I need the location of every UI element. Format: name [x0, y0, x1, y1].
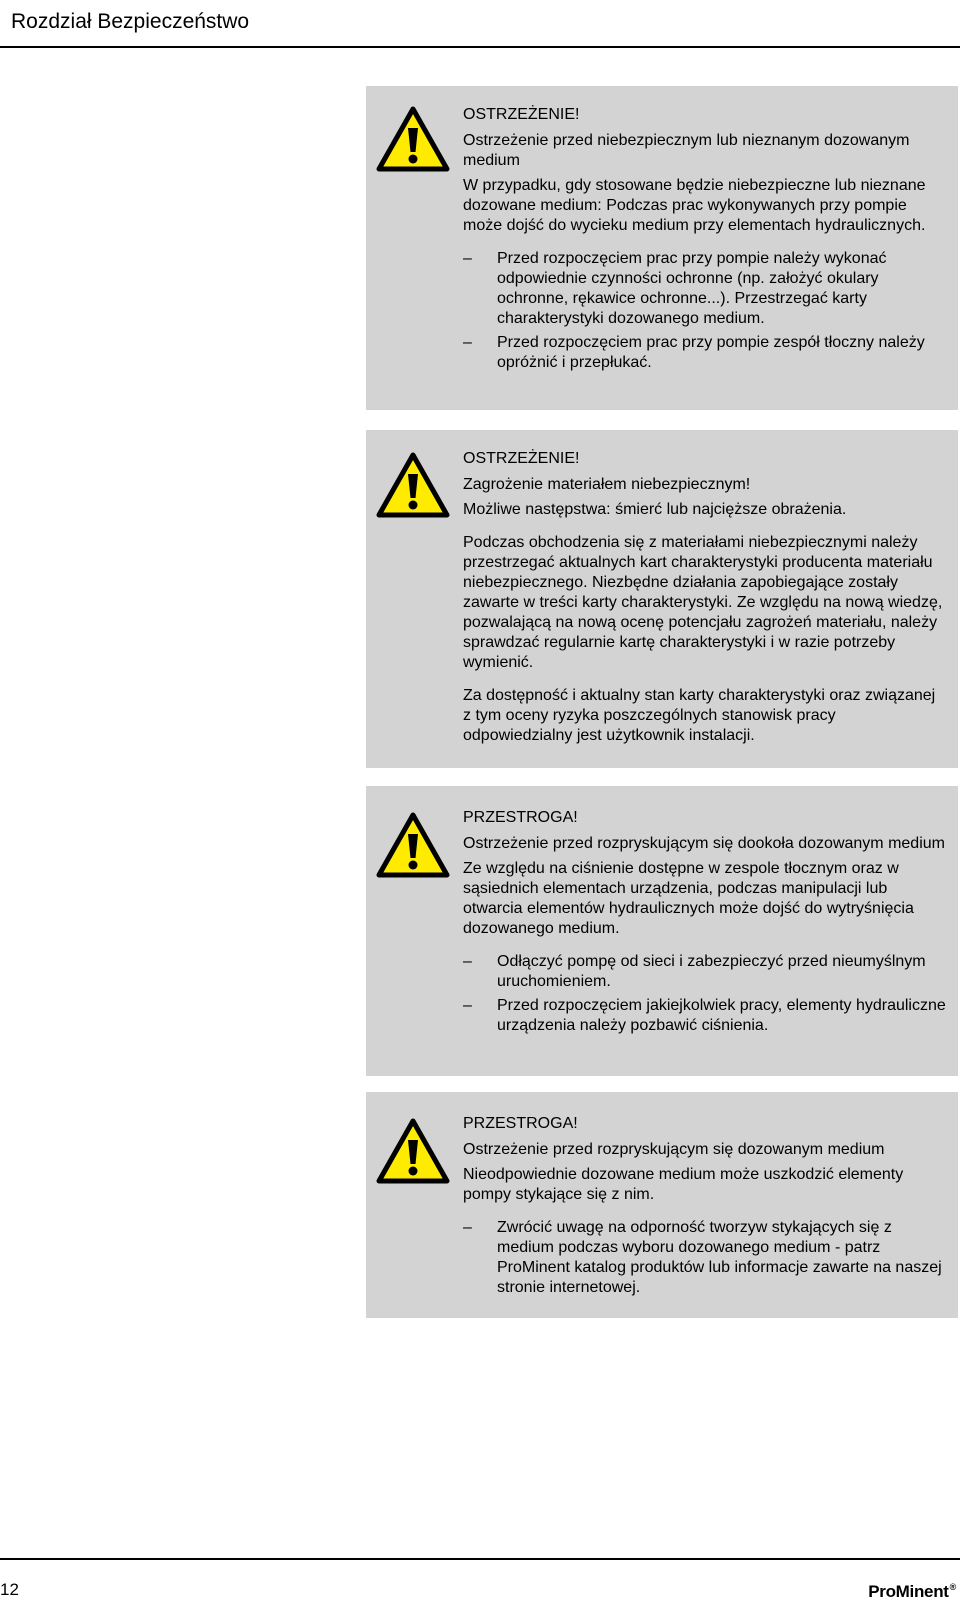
- warning-paragraph: Za dostępność i aktualny stan karty charakterystyki oraz związanej z tym oceny ryzyka poszczególnych stanowisk pracy odpowiedzialny jest użytkownik instalacji.: [463, 687, 936, 744]
- brand-logo: [868, 1582, 956, 1600]
- warning-triangle-icon: [376, 812, 450, 878]
- signal-word: PRZESTROGA!: [463, 1115, 578, 1132]
- signal-word: OSTRZEŻENIE!: [463, 106, 580, 123]
- action-item: – Odłączyć pompę od sieci i zabezpieczyć przed nieumyślnym uruchomieniem.: [463, 952, 947, 992]
- action-item: – Przed rozpoczęciem prac przy pompie należy wykonać odpowiednie czynności ochronne (np. założyć okulary ochronne, rękawice ochronne...). Przestrzegać karty charakterystyki dozowanego medium.: [463, 249, 947, 329]
- warning-paragraph: Nieodpowiednie dozowane medium może uszkodzić elementy pompy stykające się z nim.: [463, 1166, 904, 1203]
- warning-box: [366, 86, 958, 410]
- warning-triangle-icon: [376, 452, 450, 518]
- action-list: [463, 249, 947, 373]
- warning-paragraph: W przypadku, gdy stosowane będzie niebezpieczne lub nieznane dozowane medium: Podczas prac wykonywanych przy pompie może dojść do wycieku medium przy elementach hydraulicznych.: [463, 177, 926, 234]
- warning-headline: Zagrożenie materiałem niebezpiecznym!: [463, 476, 751, 493]
- warning-paragraph: Ze względu na ciśnienie dostępne w zespole tłocznym oraz w sąsiednich elementach urządzenia, podczas manipulacji lub otwarcia elementów hydraulicznych może dojść do wytryśnięcia dozowanego medium.: [463, 860, 914, 937]
- warning-content: [463, 1114, 947, 1302]
- warning-triangle-icon: [376, 106, 450, 172]
- page-header: [0, 0, 960, 48]
- signal-word: OSTRZEŻENIE!: [463, 450, 580, 467]
- warning-content: [463, 808, 947, 1040]
- section-title: Rozdział Bezpieczeństwo: [11, 10, 250, 33]
- action-list: [463, 952, 947, 1036]
- action-item: – Przed rozpoczęciem jakiejkolwiek pracy, elementy hydrauliczne urządzenia należy pozbawić ciśnienia.: [463, 996, 947, 1036]
- warning-headline: Ostrzeżenie przed niebezpiecznym lub nieznanym dozowanym medium: [463, 132, 910, 169]
- warning-paragraph: Możliwe następstwa: śmierć lub najcięższe obrażenia.: [463, 501, 847, 518]
- warning-headline: Ostrzeżenie przed rozpryskującym się dookoła dozowanym medium: [463, 835, 945, 852]
- action-list: [463, 1218, 947, 1298]
- signal-word: PRZESTROGA!: [463, 809, 578, 826]
- warning-box: [366, 430, 958, 768]
- warning-triangle-icon: [376, 1118, 450, 1184]
- page-footer: [0, 1558, 960, 1600]
- warning-box: [366, 786, 958, 1076]
- warning-box: [366, 1092, 958, 1318]
- footer-rule: [0, 1558, 960, 1560]
- action-item: – Zwrócić uwagę na odporność tworzyw stykających się z medium podczas wyboru dozowanego medium - patrz ProMinent katalog produktów lub informacje zawarte na naszej stronie internetowej.: [463, 1218, 947, 1298]
- page-number: 12: [0, 1580, 19, 1599]
- header-rule: [0, 46, 960, 48]
- brand-logo-text: ProMinent: [868, 1582, 949, 1600]
- warning-content: [463, 449, 947, 759]
- registered-mark: ®: [949, 1582, 956, 1592]
- action-item: – Przed rozpoczęciem prac przy pompie zespół tłoczny należy opróżnić i przepłukać.: [463, 333, 947, 373]
- warning-paragraph: Podczas obchodzenia się z materiałami niebezpiecznymi należy przestrzegać aktualnych kart charakterystyki producenta materiału niebezpiecznego. Niezbędne działania zapobiegające zostały zawarte w treści karty charakterystyki. Ze względu na nową wiedzę, pozwalającą na nową ocenę potencjału zagrożeń materiału, należy sprawdzać regularnie kartę charakterystyki i w razie potrzeby wymienić.: [463, 534, 943, 671]
- warning-content: [463, 105, 947, 377]
- warning-headline: Ostrzeżenie przed rozpryskującym się dozowanym medium: [463, 1141, 885, 1158]
